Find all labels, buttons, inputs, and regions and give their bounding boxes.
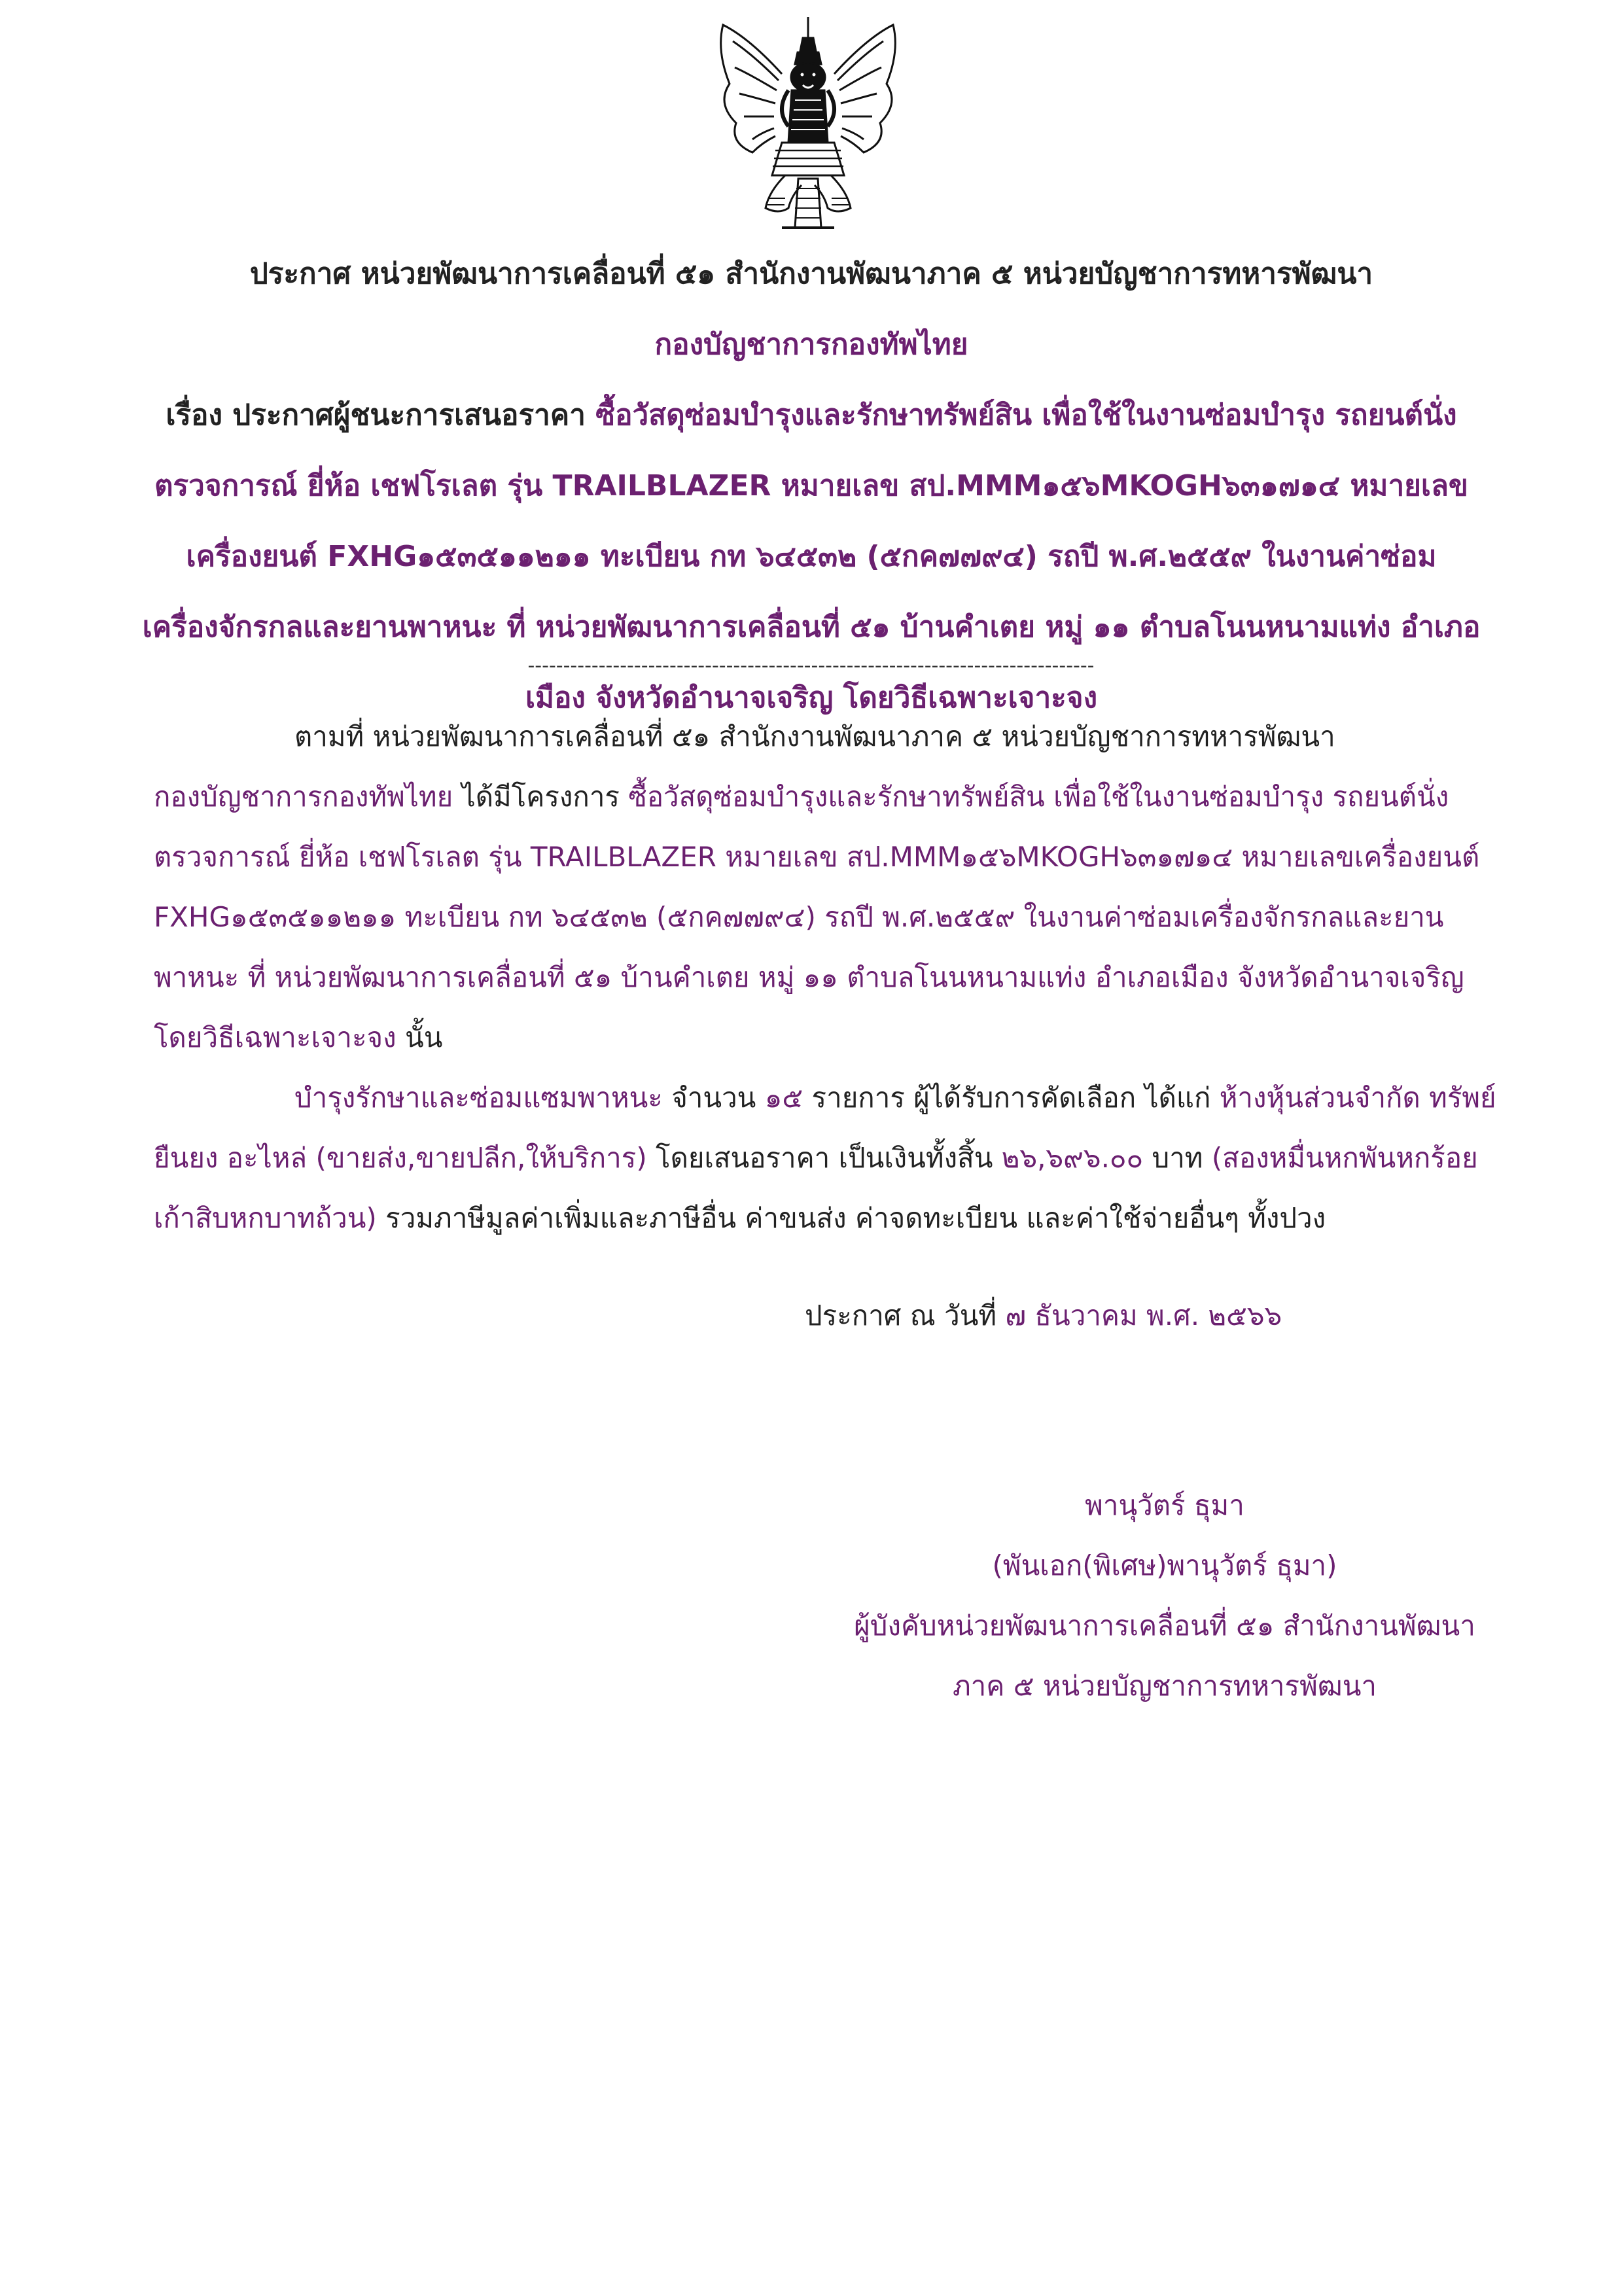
paragraph2-line1	[154, 1068, 1496, 1128]
header-subject-line-2: ตรวจการณ์ ยี่ห้อ เชฟโรเลต รุ่น TRAILBLAZER หมายเลข สป.MMM๑๕๖MKOGH๖๓๑๗๑๔ หมายเลข	[154, 469, 1469, 503]
paragraph2-vendor: ห้างหุ้นส่วนจำกัด ทรัพย์	[1219, 1082, 1496, 1114]
paragraph1-end: นั้น	[396, 1021, 443, 1053]
header-title-line: ประกาศ หน่วยพัฒนาการเคลื่อนที่ ๕๑ สำนักงานพัฒนาภาค ๕ หน่วยบัญชาการทหารพัฒนา	[249, 257, 1373, 291]
date-prefix: ประกาศ ณ วันที่	[805, 1299, 1006, 1332]
paragraph1-line2	[154, 767, 1482, 827]
header-subject-line-4: เครื่องจักรกลและยานพาหนะ ที่ หน่วยพัฒนาการเคลื่อนที่ ๕๑ บ้านคำเตย หมู่ ๑๑ ตำบลโนนหนามแท่ง อำเภอ	[142, 610, 1481, 644]
paragraph2-tax-note: รวมภาษีมูลค่าเพิ่มและภาษีอื่น ค่าขนส่ง ค่าจดทะเบียน และค่าใช้จ่ายอื่นๆ ทั้งปวง	[376, 1202, 1326, 1234]
section-divider: --------------------------------------------------------------------------------	[527, 654, 1095, 677]
garuda-emblem-icon	[703, 12, 913, 238]
header-command-line: กองบัญชาการกองทัพไทย	[654, 328, 968, 361]
paragraph1-line6	[154, 1008, 1482, 1068]
paragraph1-command: กองบัญชาการกองทัพไทย	[154, 781, 453, 813]
header-subject-text: ซื้อวัสดุซ่อมบำรุงและรักษาทรัพย์สิน เพื่อใช้ในงานซ่อมบำรุง รถยนต์นั่ง	[595, 398, 1457, 432]
announcement-body	[154, 707, 1496, 1248]
header-subject-line	[118, 380, 1505, 451]
paragraph2-line2	[154, 1128, 1482, 1188]
signer-full-name: (พันเอก(พิเศษ)พานุวัตร์ ธุมา)	[992, 1549, 1337, 1581]
paragraph1-line3: ตรวจการณ์ ยี่ห้อ เชฟโรเลต รุ่น TRAILBLAZER หมายเลข สป.MMM๑๕๖MKOGH๖๓๑๗๑๔ หมายเลขเครื่องยนต์	[154, 841, 1480, 873]
paragraph2-item: บำรุงรักษาและซ่อมแซมพาหนะ	[294, 1082, 663, 1114]
announcement-date	[805, 1294, 1282, 1337]
paragraph2-price-words-cont: เก้าสิบหกบาทถ้วน)	[154, 1202, 377, 1234]
paragraph1-line1: ตามที่ หน่วยพัฒนาการเคลื่อนที่ ๕๑ สำนักงานพัฒนาภาค ๕ หน่วยบัญชาการทหารพัฒนา	[294, 720, 1335, 752]
paragraph2-line3	[154, 1188, 1482, 1248]
paragraph2-count-label: จำนวน	[662, 1082, 765, 1114]
paragraph1-line5: พาหนะ ที่ หน่วยพัฒนาการเคลื่อนที่ ๕๑ บ้านคำเตย หมู่ ๑๑ ตำบลโนนหนามแท่ง อำเภอเมือง จังหวัดอำนาจเจริญ	[154, 961, 1464, 993]
signer-position-cont: ภาค ๕ หน่วยบัญชาการทหารพัฒนา	[953, 1670, 1377, 1702]
paragraph2-vendor-cont: ยืนยง อะไหล่ (ขายส่ง,ขายปลีก,ให้บริการ)	[154, 1142, 647, 1174]
paragraph2-price-label: โดยเสนอราคา เป็นเงินทั้งสิ้น	[646, 1142, 1002, 1174]
paragraph1-project-name: ซื้อวัสดุซ่อมบำรุงและรักษาทรัพย์สิน เพื่อใช้ในงานซ่อมบำรุง รถยนต์นั่ง	[628, 781, 1449, 813]
paragraph2-price: ๒๖,๖๙๖.๐๐	[1001, 1142, 1144, 1174]
paragraph2-baht: บาท	[1143, 1142, 1212, 1174]
date-value: ๗ ธันวาคม พ.ศ. ๒๕๖๖	[1005, 1299, 1282, 1332]
paragraph1-method: โดยวิธีเฉพาะเจาะจง	[154, 1021, 397, 1053]
paragraph1-project-intro: ได้มีโครงการ	[453, 781, 629, 813]
paragraph1-line4: FXHG๑๕๓๕๑๑๒๑๑ ทะเบียน กท ๖๔๕๓๒ (๕กค๗๗๙๔) รถปี พ.ศ.๒๕๕๙ ในงานค่าซ่อมเครื่องจักรกลและยาน	[154, 901, 1444, 933]
signature-block	[772, 1475, 1557, 1716]
signer-position: ผู้บังคับหน่วยพัฒนาการเคลื่อนที่ ๕๑ สำนักงานพัฒนา	[854, 1610, 1475, 1642]
header-subject-line-3: เครื่องยนต์ FXHG๑๕๓๕๑๑๒๑๑ ทะเบียน กท ๖๔๕๓๒ (๕กค๗๗๙๔) รถปี พ.ศ.๒๕๕๙ ในงานค่าซ่อม	[186, 540, 1437, 573]
paragraph2-price-words: (สองหมื่นหกพันหกร้อย	[1211, 1142, 1478, 1174]
signed-name: พานุวัตร์ ธุมา	[1085, 1489, 1244, 1521]
paragraph2-count: ๑๕	[764, 1082, 803, 1114]
paragraph2-selected-label: รายการ ผู้ได้รับการคัดเลือก ได้แก่	[803, 1082, 1220, 1114]
header-subject-prefix: เรื่อง ประกาศผู้ชนะการเสนอราคา	[166, 398, 596, 432]
header-subject-line-5: เมือง จังหวัดอำนาจเจริญ โดยวิธีเฉพาะเจาะจง	[525, 681, 1098, 715]
